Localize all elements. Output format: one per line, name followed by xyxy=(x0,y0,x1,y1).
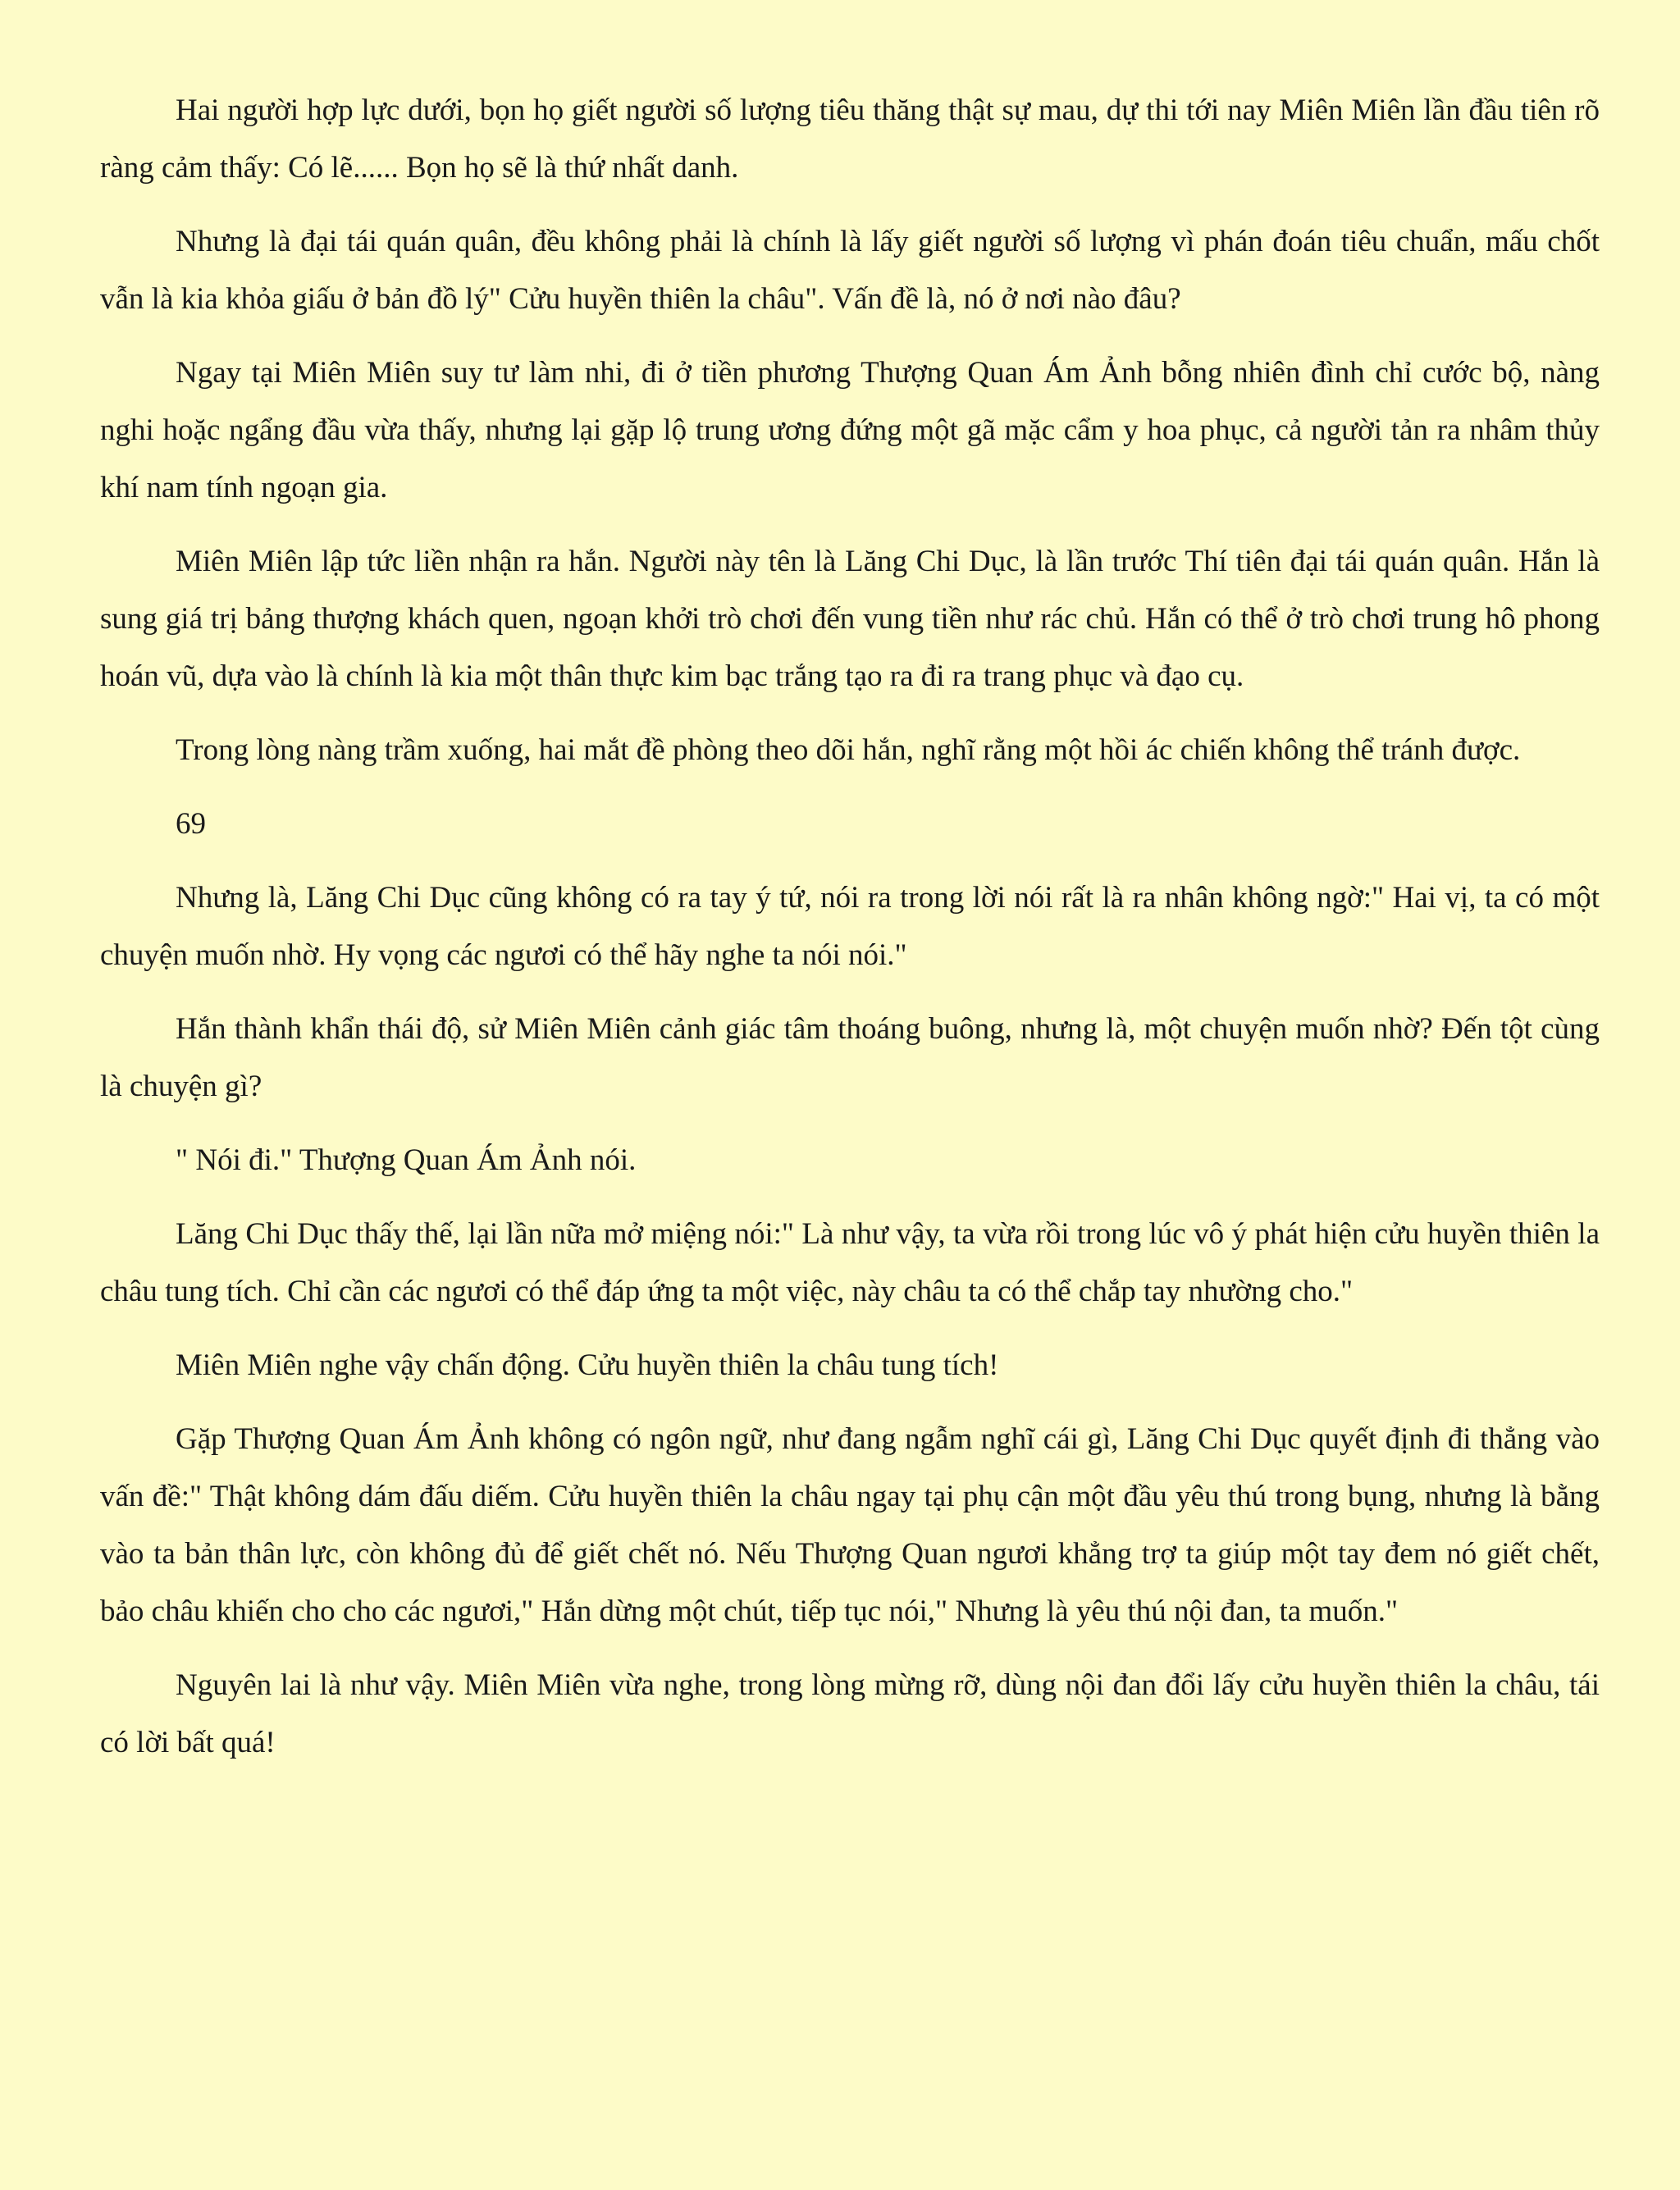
paragraph: Ngay tại Miên Miên suy tư làm nhi, đi ở tiền phương Thượng Quan Ám Ảnh bỗng nhiên đình chỉ cước bộ, nàng nghi hoặc ngẩng đầu vừa thấy, nhưng lại gặp lộ trung ương đứng một gã mặc cẩm y hoa phục, cả người tản ra nhâm thủy khí nam tính ngoạn gia. xyxy=(100,356,1600,504)
paragraph: Miên Miên lập tức liền nhận ra hắn. Người này tên là Lăng Chi Dục, là lần trước Thí tiên đại tái quán quân. Hắn là sung giá trị bảng thượng khách quen, ngoạn khởi trò chơi đến vung tiền như rác chủ. Hắn có thể ở trò chơi trung hô phong hoán vũ, dựa vào là chính là kia một thân thực kim bạc trắng tạo ra đi ra trang phục và đạo cụ. xyxy=(100,545,1600,693)
paragraph: Hai người hợp lực dưới, bọn họ giết người số lượng tiêu thăng thật sự mau, dự thi tới nay Miên Miên lần đầu tiên rõ ràng cảm thấy: Có lẽ...... Bọn họ sẽ là thứ nhất danh. xyxy=(100,94,1600,185)
paragraph: Nhưng là đại tái quán quân, đều không phải là chính là lấy giết người số lượng vì phán đoán tiêu chuẩn, mấu chốt vẫn là kia khỏa giấu ở bản đồ lý" Cửu huyền thiên la châu". Vấn đề là, nó ở nơi nào đâu? xyxy=(100,225,1600,316)
paragraph: Hắn thành khẩn thái độ, sử Miên Miên cảnh giác tâm thoáng buông, nhưng là, một chuyện muốn nhờ? Đến tột cùng là chuyện gì? xyxy=(100,1012,1600,1103)
paragraph: Nhưng là, Lăng Chi Dục cũng không có ra tay ý tứ, nói ra trong lời nói rất là ra nhân không ngờ:" Hai vị, ta có một chuyện muốn nhờ. Hy vọng các ngươi có thể hãy nghe ta nói nói." xyxy=(100,881,1600,972)
paragraph: Gặp Thượng Quan Ám Ảnh không có ngôn ngữ, như đang ngẫm nghĩ cái gì, Lăng Chi Dục quyết định đi thẳng vào vấn đề:" Thật không dám đấu diếm. Cửu huyền thiên la châu ngay tại phụ cận một đầu yêu thú trong bụng, nhưng là bằng vào ta bản thân lực, còn không đủ để giết chết nó. Nếu Thượng Quan ngươi khẳng trợ ta giúp một tay đem nó giết chết, bảo châu khiến cho cho các ngươi," Hắn dừng một chút, tiếp tục nói," Nhưng là yêu thú nội đan, ta muốn." xyxy=(100,1422,1600,1628)
paragraph: Nguyên lai là như vậy. Miên Miên vừa nghe, trong lòng mừng rỡ, dùng nội đan đổi lấy cửu huyền thiên la châu, tái có lời bất quá! xyxy=(100,1668,1600,1759)
paragraph: Trong lòng nàng trầm xuống, hai mắt đề phòng theo dõi hắn, nghĩ rằng một hồi ác chiến không thể tránh được. xyxy=(176,733,1521,767)
paragraph: Lăng Chi Dục thấy thế, lại lần nữa mở miệng nói:" Là như vậy, ta vừa rồi trong lúc vô ý phát hiện cửu huyền thiên la châu tung tích. Chỉ cần các ngươi có thể đáp ứng ta một việc, này châu ta có thể chắp tay nhường cho." xyxy=(100,1217,1600,1308)
document-page xyxy=(100,82,1600,1788)
chapter-number: 69 xyxy=(176,807,206,841)
paragraph: Miên Miên nghe vậy chấn động. Cửu huyền thiên la châu tung tích! xyxy=(176,1348,999,1382)
paragraph: " Nói đi." Thượng Quan Ám Ảnh nói. xyxy=(176,1143,637,1177)
